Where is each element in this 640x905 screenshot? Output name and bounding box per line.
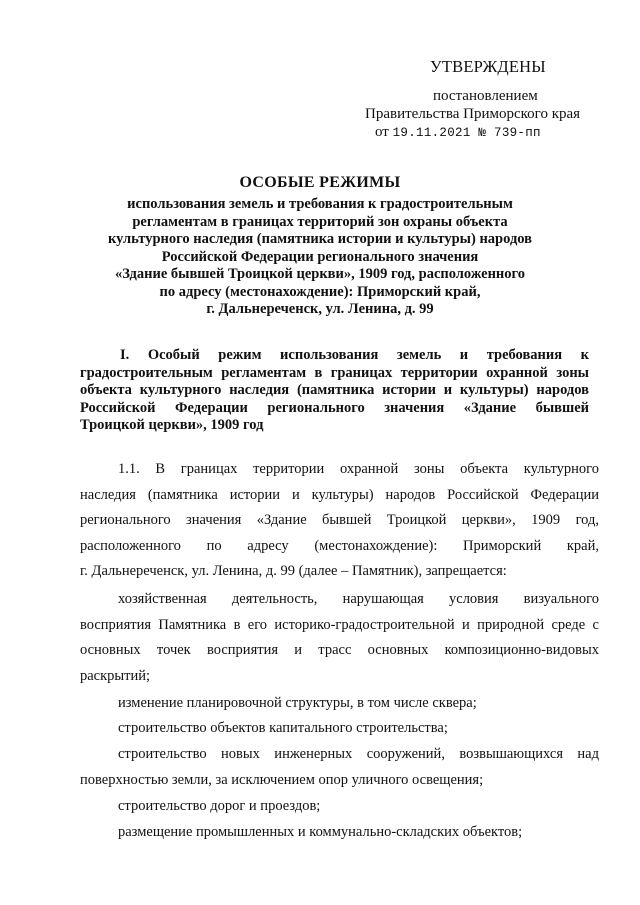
paragraph-line: г. Дальнереченск, ул. Ленина, д. 99 (далее – Памятник), запрещается: [80, 563, 507, 579]
paragraph-line: восприятия Памятника в его историко-градостроительной и природной среде с [80, 616, 599, 633]
paragraph-line: строительство объектов капитального строительства; [118, 720, 448, 736]
document-title-line: регламентам в границах территорий зон охраны объекта [132, 213, 508, 230]
document-title [60, 173, 580, 319]
list-item-planning-structure [80, 691, 599, 717]
document-title-main: ОСОБЫЕ РЕЖИМЫ [239, 174, 401, 191]
paragraph-line: раскрытий; [80, 667, 151, 684]
document-title-line: использования земель и требования к градостроительным [127, 196, 513, 212]
document-title-line: Российской Федерации регионального значения [161, 248, 479, 265]
list-item-capital-construction [80, 716, 599, 742]
paragraph-line: строительство новых инженерных сооружений, возвышающихся над [118, 746, 599, 762]
list-item-industrial-objects [80, 820, 599, 846]
list-item-roads [80, 794, 599, 820]
paragraph-line: размещение промышленных и коммунально-складских объектов; [118, 824, 523, 840]
approval-date-prefix: от [375, 124, 393, 140]
paragraph-line: основных точек восприятия и трасс основных композиционно-видовых [80, 642, 599, 658]
paragraph-line: расположенного по адресу (местонахождение): Приморский край, [80, 537, 599, 554]
approval-date-number: 19.11.2021 № 739-пп [392, 126, 541, 140]
document-title-line: «Здание бывшей Троицкой церкви», 1909 год, расположенного [114, 266, 526, 282]
paragraph-line: регионального значения «Здание бывшей Троицкой церкви», 1909 год, [80, 512, 599, 528]
section-heading-line: I. Особый режим использования земель и требования к [120, 347, 589, 363]
section-heading [80, 347, 589, 435]
section-heading-line: объекта культурного наследия (памятника истории и культуры) народов [80, 382, 589, 398]
document-title-line: культурного наследия (памятника истории и культуры) народов [107, 231, 533, 247]
list-item-economic-activity [80, 587, 599, 689]
paragraph-line: наследия (памятника истории и культуры) народов Российской Федерации [80, 486, 599, 503]
document-title-line: г. Дальнереченск, ул. Ленина, д. 99 [206, 301, 434, 317]
document-title-line: по адресу (местонахождение): Приморский край, [159, 283, 481, 300]
approval-date-line [375, 122, 541, 143]
section-heading-line: градостроительным регламентам в границах территории охранной зоны [80, 364, 589, 381]
approval-title: УТВЕРЖДЕНЫ [430, 57, 546, 76]
section-heading-line: Российской Федерации регионального значения «Здание бывшей [80, 399, 589, 416]
paragraph-line: хозяйственная деятельность, нарушающая условия визуального [118, 591, 599, 607]
approval-authority: Правительства Приморского края [365, 106, 581, 122]
paragraph-line: поверхностью земли, за исключением опор уличного освещения; [80, 771, 484, 788]
section-heading-line: Троицкой церкви», 1909 год [80, 417, 264, 433]
paragraph-1-1 [80, 457, 599, 585]
paragraph-line: изменение планировочной структуры, в том числе сквера; [118, 695, 477, 711]
paragraph-line: 1.1. В границах территории охранной зоны объекта культурного [118, 461, 599, 477]
paragraph-line: строительство дорог и проездов; [118, 798, 321, 814]
approval-resolution-label: постановлением [433, 88, 538, 104]
list-item-engineering-structures [80, 742, 599, 793]
